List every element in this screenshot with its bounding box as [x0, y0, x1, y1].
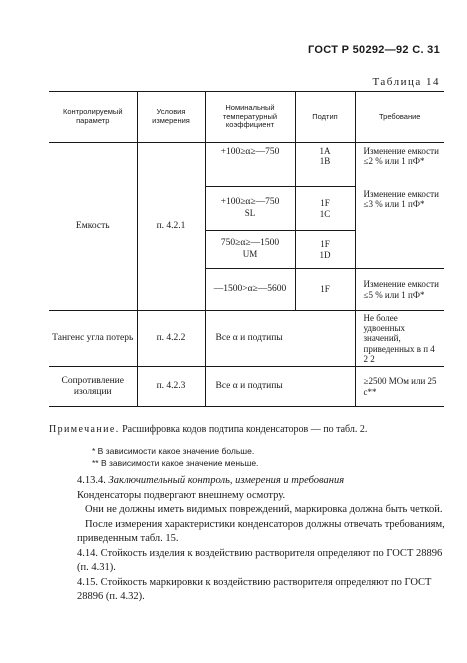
paragraph: Конденсаторы подвергают внешнему осмотру. [77, 489, 286, 501]
table-note [49, 424, 449, 435]
requirements-table [49, 91, 444, 407]
cap-subtype-3: 1F 1D [295, 231, 355, 269]
cap-subtype-1: 1A 1B [295, 143, 355, 187]
cap-req-1: Изменение емкости ≤2 % или 1 пФ* [355, 143, 444, 187]
table-row [49, 311, 444, 367]
header-subtype: Подтип [295, 92, 355, 143]
footnote-1: * В зависимости какое значение больше. [92, 446, 255, 456]
table-title: Таблица 14 [372, 76, 440, 88]
paragraph: 4.15. Стойкость маркировки к воздействию растворителя определяют по ГОСТ 28896 (п. 4.32). [77, 576, 432, 602]
header-req: Требование [355, 92, 444, 143]
header-cond: Условия измерения [137, 92, 205, 143]
page-header: ГОСТ Р 50292—92 С. 31 [308, 44, 440, 56]
header-param: Контролируемый параметр [49, 92, 137, 143]
tan-param: Тангенс угла потерь [49, 311, 137, 367]
footnote-2: ** В зависимости какое значение меньше. [92, 458, 259, 468]
header-tk: Номинальный температурный коэффициент [205, 92, 295, 143]
ins-all: Все α и подтипы [205, 367, 355, 407]
cap-tk-2: +100≥α≥—750 SL [205, 187, 295, 231]
body-text [77, 474, 447, 605]
tan-all: Все α и подтипы [205, 311, 355, 367]
cap-tk-3: 750≥α≥—1500 UM [205, 231, 295, 269]
cap-subtype-2: 1F 1C [295, 187, 355, 231]
cap-subtype-4: 1F [295, 269, 355, 311]
note-label: Примечание. [49, 424, 120, 435]
paragraph: После измерения характеристики конденсаторов должны отвечать требованиям, приведенным табл. 15. [77, 518, 445, 544]
table-row [49, 143, 444, 187]
tan-req: Не более удвоенных значений, приведенных в п 4 2 2 [355, 311, 444, 367]
section-heading: 4.13.4. Заключительный контроль, измерения и требования [77, 475, 345, 486]
ins-req: ≥2500 МОм или 25 с** [355, 367, 444, 407]
cap-tk-1: +100≥α≥—750 [205, 143, 295, 187]
cap-param: Емкость [49, 143, 137, 311]
ins-param: Сопротивление изоляции [49, 367, 137, 407]
paragraph: Они не должны иметь видимых повреждений, маркировка должна быть четкой. [85, 504, 443, 515]
tan-cond: п. 4.2.2 [137, 311, 205, 367]
table-row [49, 367, 444, 407]
note-text: Расшифровка кодов подтипа конденсаторов — по табл. 2. [122, 424, 368, 435]
cap-tk-4: —1500>α≥—5600 [205, 269, 295, 311]
cap-req-2: Изменение емкости ≤3 % или 1 пФ* [355, 187, 444, 269]
ins-cond: п. 4.2.3 [137, 367, 205, 407]
cap-cond: п. 4.2.1 [137, 143, 205, 311]
cap-req-4: Изменение емкости ≤5 % или 1 пФ* [355, 269, 444, 311]
table-header-row [49, 92, 444, 143]
paragraph: 4.14. Стойкость изделия к воздействию растворителя определяют по ГОСТ 28896 (п. 4.31). [77, 547, 443, 573]
